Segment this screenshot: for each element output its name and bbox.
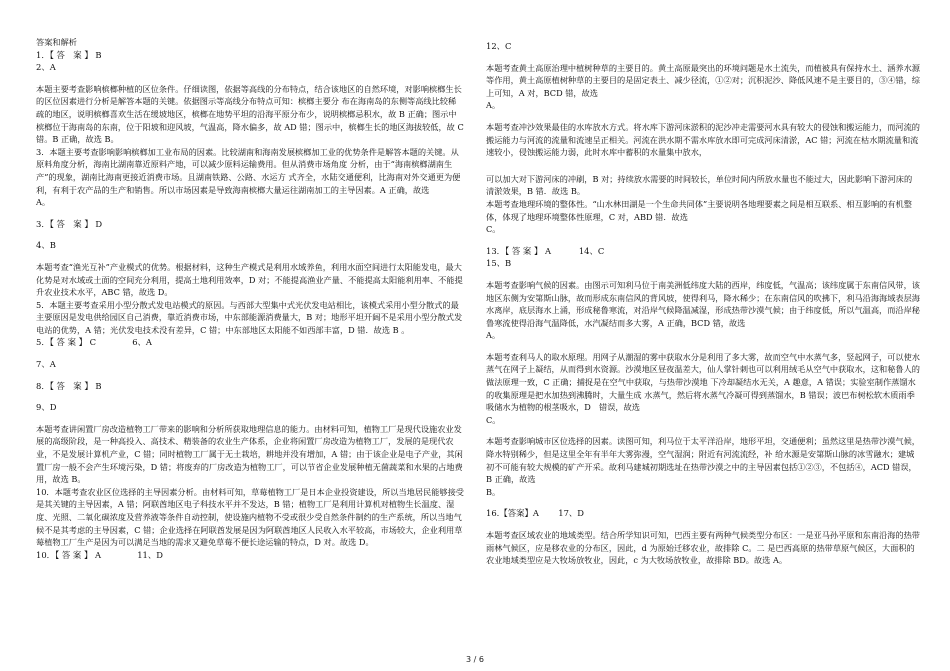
explanation-paragraph: C。 (486, 224, 501, 235)
spacer (486, 53, 920, 62)
explanation-paragraph: C。 (486, 414, 501, 425)
spacer (36, 349, 464, 358)
answer-line: 4、B (36, 240, 56, 251)
section-heading: 答案和解析 (36, 37, 77, 47)
explanation-paragraph: 本题考查区域农业的地域类型。结合所学知识可知，巴西主要有两种气候类型分布区：一是亚马孙平原和东南沿海的热带雨林气候区，应是移农业的分布区，因此，d 为原始迁移农业，故排除 C。二 是巴西高原的热带草原气候区，大面积的农业地域类型应是大牧场放牧业，因此，c 为大牧场放牧业，故排除 BD。故选 A。 (486, 530, 920, 566)
answer-line: 10．【 答 案 】 A 11、D (36, 549, 163, 560)
spacer (36, 74, 464, 83)
answer-line: 16.【答案】A 17、D (486, 508, 585, 519)
answer-line: 13．【 答 案 】 A 14、C (486, 245, 605, 256)
explanation-paragraph: 本题考查地理环境的整体性。“山水林田湖是一个生命共同体”主要说明各地理要素之间是相互联系、相互影响的有机整体，体现了地理环境整体性原理，C 对，ABD 错．故选 (486, 198, 912, 222)
explanation-paragraph: A。 (36, 197, 51, 208)
answer-line: 12、C (486, 41, 512, 51)
explanation-paragraph: 本题考查“渔光互补”产业模式的优势。根据材料，这种生产模式是利用水域养鱼，利用水面空间进行太阳能发电，最大化势是对水域或土面的空间充分利用，提高土地利用效率，D 对；不能提高渔业产量、不能提高太阳能利用率、不能提升农业技术水平，ABC 错，故选 D。 (36, 261, 463, 298)
spacer (486, 520, 920, 529)
spacer (486, 270, 920, 279)
spacer (486, 159, 920, 173)
answer-line: 2、A (36, 62, 56, 73)
answer-line: 3．【 答 案 】 D (36, 218, 103, 229)
explanation-paragraph: B。 (486, 486, 501, 497)
spacer (36, 230, 464, 239)
answer-line: 1．【 答 案 】 B (36, 49, 102, 60)
answer-line: 8．【 答 案 】 B (36, 380, 102, 391)
explanation-paragraph: 本题考查黄土高原治理中植树种草的主要目的。黄土高原最突出的环境问题是水土流失，而植被具有保持水土、涵养水源等作用，黄土高原植树种草的主要目的是固定表土、减少径流，①②对；沉积泥沙、降低风速不是主要目的，③④错，综上可知，A 对，BCD 错，故选 (486, 62, 920, 98)
explanation-paragraph: A。 (486, 330, 501, 341)
right-column (486, 40, 920, 567)
spacer (36, 392, 464, 401)
answer-line: 9、D (36, 402, 57, 413)
spacer (36, 414, 464, 423)
answer-line: 7、A (36, 359, 56, 370)
answer-line: 15、B (486, 258, 512, 269)
explanation-paragraph: 本题考查冲沙效果最佳的水库放水方式。将水库下游河床淤积的泥沙冲走需要河水具有较大的侵蚀和搬运能力，而河流的搬运能力与河流的流量和流速呈正相关。河流在洪水期不需水库放水即可完成河床清淤，AC 错；河流在枯水期流量和流速较小，侵蚀搬运能力弱，此时水库中蓄积的水量集中放水， (486, 121, 920, 158)
spacer (486, 236, 920, 245)
explanation-paragraph: 5．本题主要考查采用小型分散式发电站模式的原因。与西部大型集中式光伏发电站相比，该模式采用小型分散式的最主要原因是发电供给园区自己消费，靠近消费市场，中东部能源消费量大，B 对；地形平坦开阔不是采用小型分散式发电站的优势，A 错；光伏发电技术没有差异，C 错；中东部地区太阳能不如西部丰富，D 错．故选 B 。 (36, 299, 463, 335)
explanation-paragraph: 3．本题主要考查影响影响槟榔加工业布局的因素。比较湖南和海南发展槟榔加工业的优势条件是解答本题的关键。从原料角度分析，海南比湖南靠近原料产地，可以减少原料运输费用。但从消费市场角度 分析，由于“海南槟榔湖南生产”的现象，湖南比海南更接近消费市场。且湖南铁路、公路、水运方 式齐全，水陆交通便利，比海南对外交通更为便利，有利于农产品的生产和销售。所以市场因素是导致海南槟榔大量运往湖南加工的主导因素。A 正确，故选 (36, 146, 461, 195)
answer-line: 5．【 答 案 】 C 6、A (36, 337, 152, 348)
spacer (36, 371, 464, 380)
page-number: 3 / 6 (466, 655, 484, 664)
explanation-paragraph: 本题考查讲闲置厂房改造植物工厂带来的影响和分析所获取地理信息的能力。由材料可知，植物工厂是现代设施农业发展的高级阶段，是一种高投入、高技术、精装备的农业生产体系，企业将闲置厂房改造为植物工厂，发展的是现代农业，不是发展计算机产业，C 错；同时植物工厂属于无土栽培，耕地并没有增加，A 错；由于该企业是电子产业，其闲置厂房一般不会产生环境污染，D 错；将废弃的厂房改造为植物工厂，可以节省企业发展种植无菌蔬菜和水果的占地费用，故选 B。 (36, 423, 463, 485)
spacer (486, 112, 920, 121)
explanation-paragraph: 本题考查利马人的取水原理。用网子从潮湿的雾中获取水分是利用了多大雾，故而空气中水蒸气多，竖起网子，可以使水蒸气在网子上凝结，从而得到水资源。沙漠地区昼夜温差大，仙人掌针刺也可以利用绒毛从空气中获取水，这和秘鲁人的做法原理一致，C 正确；捕捉是在空气中获取，与热带沙漠地 下冷却凝结水无关，A 趣意，A 错误；实验室制作蒸馏水的收集原理是把水加热到沸腾时，大量生成 水蒸气，然后将水蒸气冷凝可得到蒸馏水，B 错误；波巴布树松软木质雨季吸储水为植物的根茎吸水，D 错误，故选 (486, 351, 920, 413)
spacer (486, 498, 920, 507)
spacer (486, 426, 920, 435)
left-column (36, 36, 464, 561)
explanation-paragraph: 本题主要考查影响槟榔种植的区位条件。仔细读图，依据等高线的分布特点，结合该地区的自然环境，对影响槟榔生长的区位因素进行分析是解答本题的关键。依据图示等高线分布特点可知：槟榔主要分 布在海南岛的东侧等高线比较稀疏的地区，说明槟榔喜欢生活在缓坡地区，槟榔在地势平坦的沿海平原分布少，说明槟榔忌积水，故 B 正确；图示中槟榔位于海南岛的东南，位于阳坡和迎风坡，气温高，降水偏多，故 AD 错；图示中，槟榔生长的地区海拔较低，故 C 错。B 正确，故选 B。 (36, 83, 464, 145)
spacer (486, 342, 920, 351)
explanation-paragraph: 10．本题考查农业区位选择的主导因素分析。由材料可知，草莓植物工厂是日本企业投资建设，所以当地居民能够接受是其关键的主导因素，A 错；阿联酋地区电子科技水平并不发达，B 错；植物工厂是利用计算机对植物生长温度、湿度、光照、二氧化碳浓度及营养液等条件自动控制，使设施内植物不受或很少受自然条件制约的生产系统，所以当地气候不是其考虑的主导因素，C 错；企业选择在阿联酋发展是因为阿联酋地区人民收入水平较高，市场较大，企业利用草莓植物工厂生产是因为可以满足当地的需求又避免草莓不便长途运输的特点，D 对。故选 D。 (36, 486, 464, 548)
spacer (36, 252, 464, 261)
explanation-paragraph: 本题考查影响城市区位选择的因素。读图可知，利马位于太平洋沿岸，地形平坦，交通便利；虽然这里是热带沙漠气候，降水特别稀少，但是这里全年有半年大雾弥漫，空气湿润；附近有河流流经，补 给水源是安第斯山脉的冰雪融水；建城初不可能有较大规模的矿产开采。故利马建城初期选址在热带沙漠之中的主导因素包括①②③，不包括④，ACD 错误，B 正确，故选 (486, 436, 920, 485)
explanation-paragraph: 本题考查影响气候的因素。由图示可知利马位于南美洲低纬度大陆的西岸，纬度低，气温高；该纬度属于东南信风带，该地区东侧为安第斯山脉，故而形成东南信风的背风坡，使得利马，降水稀少；在东南信风的吹拂下，利马沿海海域表层海水离岸，底层海水上涌，形成秘鲁寒流，对沿岸气候降温减湿，形成热带沙漠气候；由于纬度低，所以气温高，而沿岸秘鲁寒流使得沿海气温降低，水汽凝结而多大雾，A 正确，BCD 错，故选 (486, 279, 920, 328)
explanation-paragraph: 可以加大对下游河床的冲刷，B 对；持续放水需要的时间较长，单位时间内所放水量也不能过大，因此影响下游河床的清淤效果，B 错．故选 B。 (486, 173, 913, 197)
spacer (36, 209, 464, 218)
explanation-paragraph: A。 (486, 100, 501, 111)
